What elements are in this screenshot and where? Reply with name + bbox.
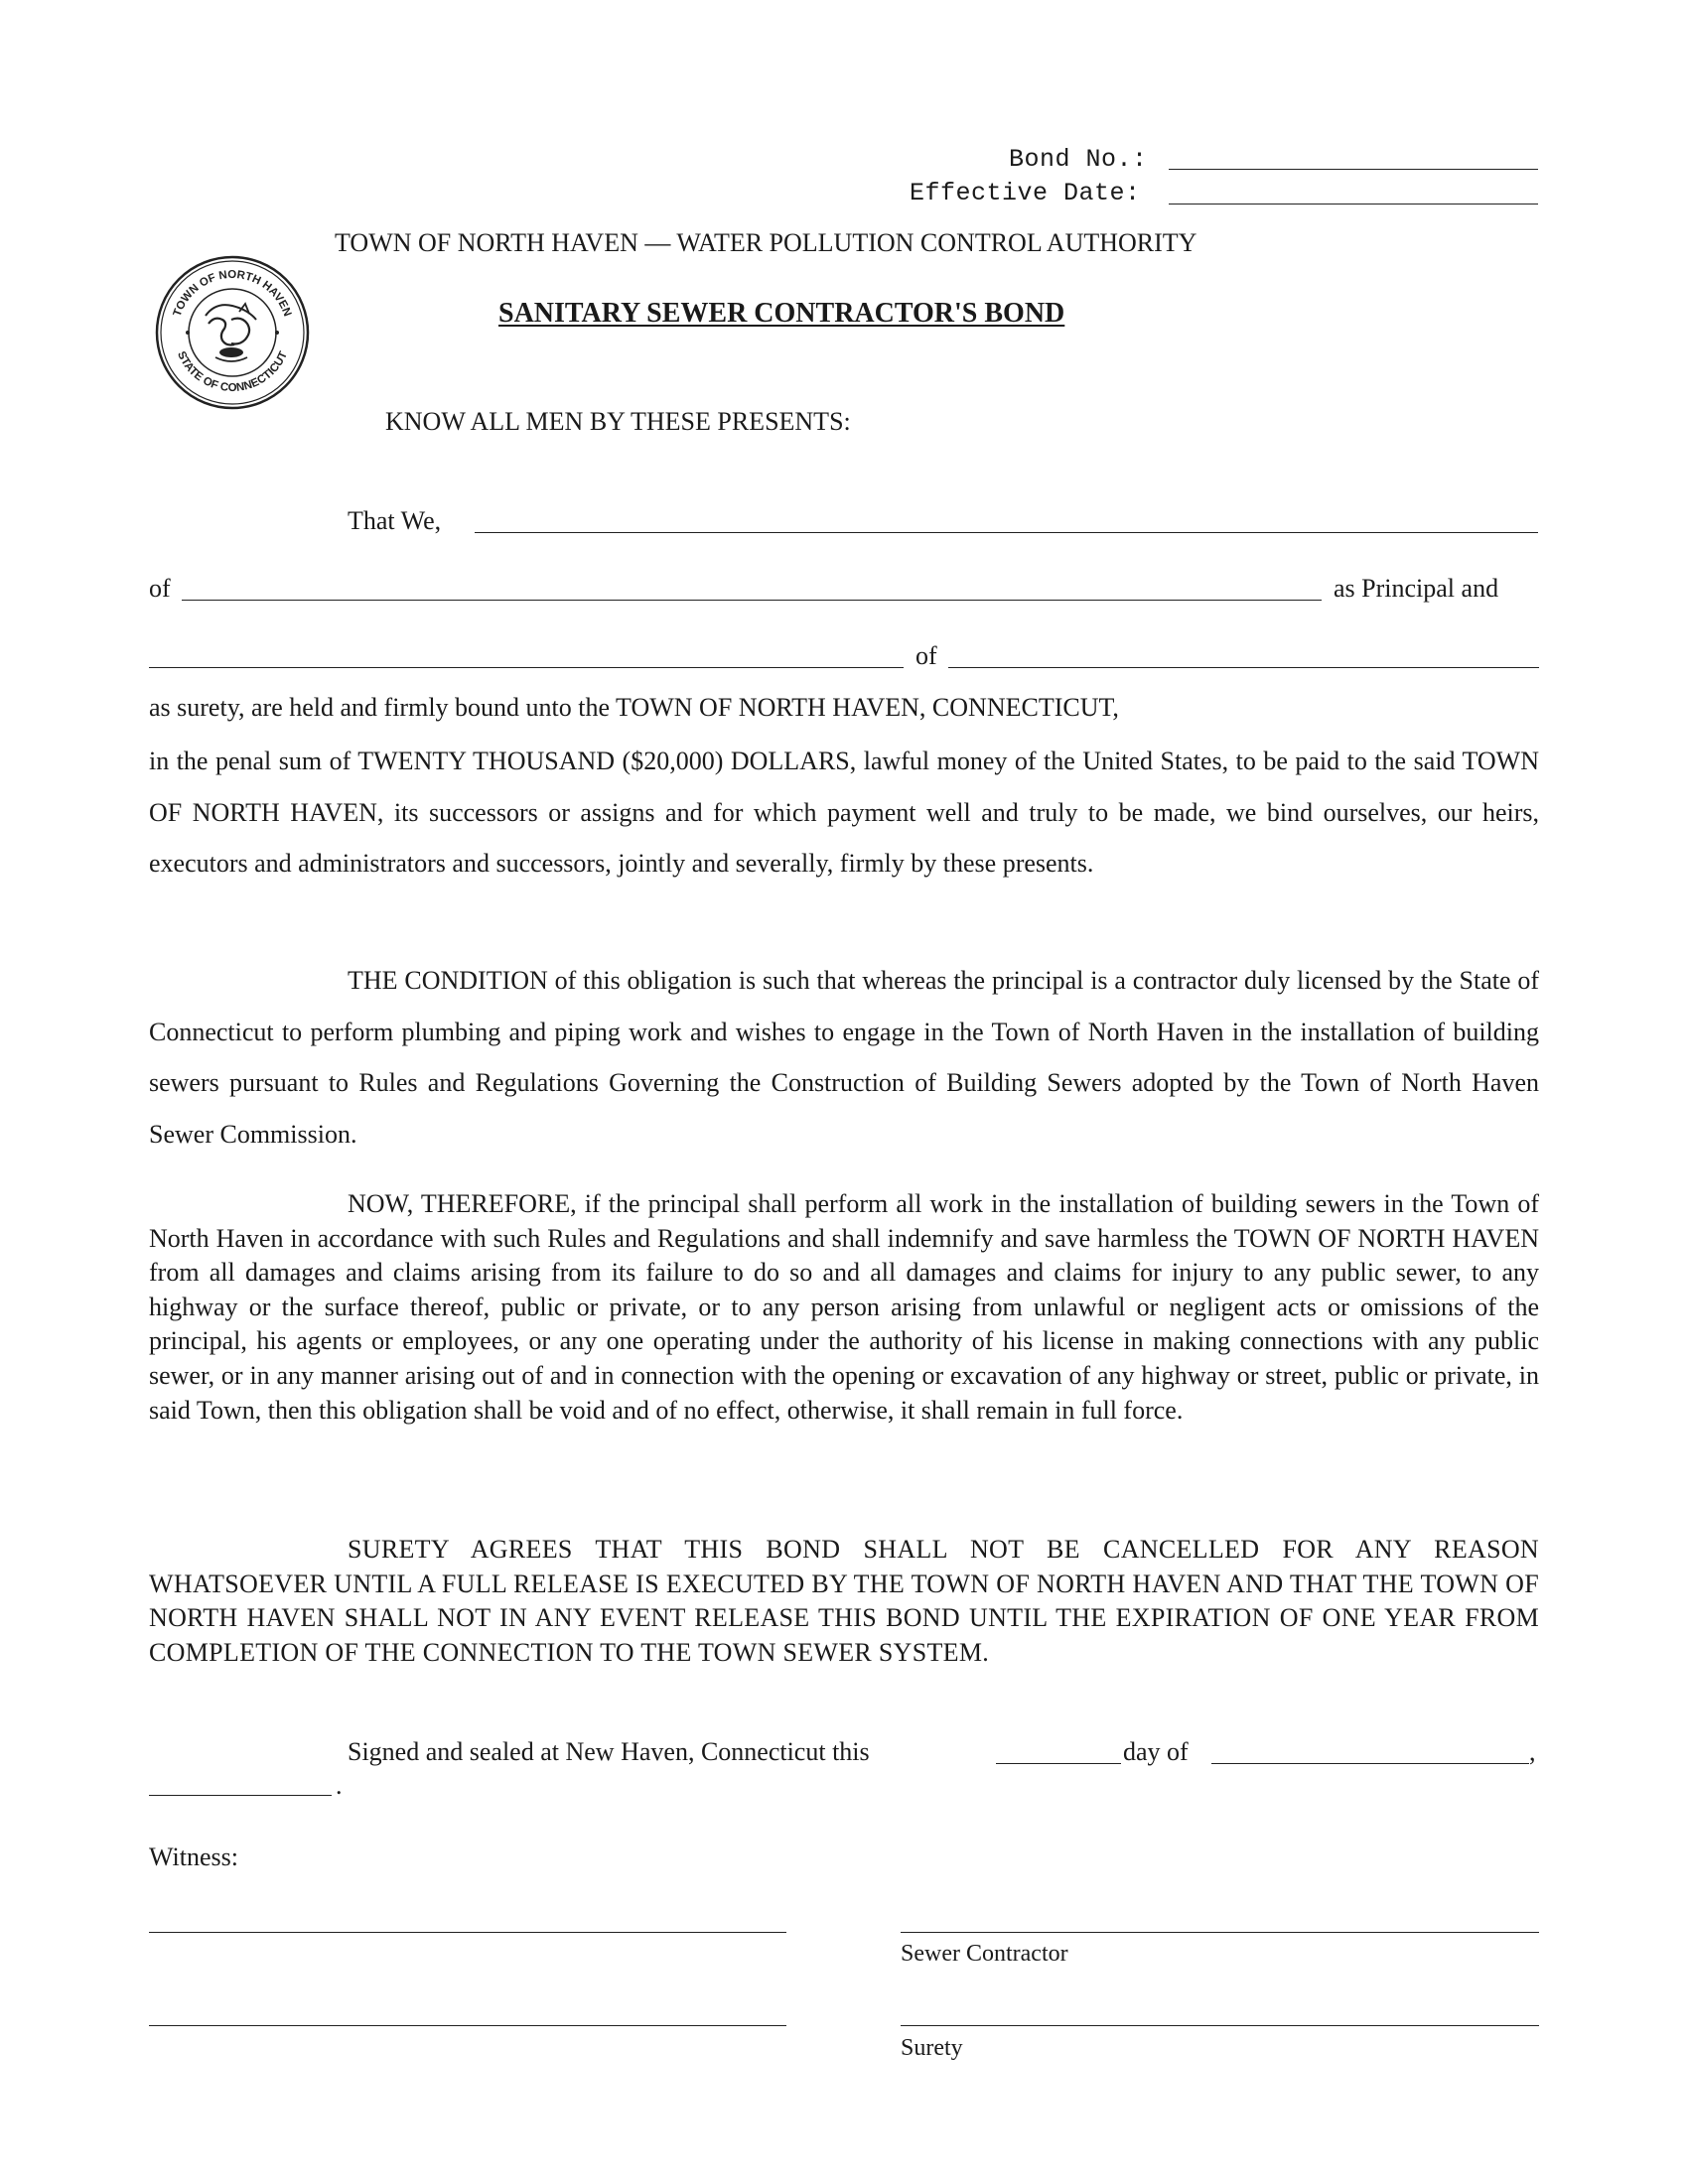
condition-paragraph — [149, 955, 1539, 1160]
therefore-text: NOW, THEREFORE, if the principal shall perform all work in the installation of building sewers in the Town of North Haven in accordance with such Rules and Regulations and shall indemnify and save harmless the TOWN OF NORTH HAVEN from all damages and claims arising from its failure to do so and all damages and claims for injury to any public sewer, to any highway or the surface thereof, public or private, or to any person arising from unlawful or negligent acts or omissions of the principal, his agents or employees, or any one operating under the authority of his license in making connections with any public sewer, or in any manner arising out of and in connection with the opening or excavation of any highway or street, public or private, in said Town, then this obligation shall be void and of no effect, otherwise, it shall remain in full force. — [149, 1189, 1539, 1425]
surety-of-label: of — [915, 641, 937, 670]
authority-heading: TOWN OF NORTH HAVEN — WATER POLLUTION CONTROL AUTHORITY — [335, 228, 1197, 257]
condition-text: THE CONDITION of this obligation is such that whereas the principal is a contractor duly licensed by the State of Connecticut to perform plumbing and piping work and wishes to engage in the Town of North Haven in the installation of building sewers pursuant to Rules and Regulations Governing the Construction of Building Sewers adopted by the Town of North Haven Sewer Commission. — [149, 966, 1539, 1149]
bond-no-label: Bond No.: — [1009, 145, 1148, 174]
intro-heading: KNOW ALL MEN BY THESE PRESENTS: — [385, 407, 851, 436]
surety-label: Surety — [901, 2035, 963, 2061]
signed-sealed-text: Signed and sealed at New Haven, Connecticut this — [348, 1737, 870, 1766]
witness-signature-line-1[interactable] — [149, 1932, 786, 1933]
sewer-contractor-label: Sewer Contractor — [901, 1941, 1068, 1967]
signing-comma: , — [1529, 1737, 1536, 1766]
principal-address-field[interactable] — [182, 600, 1322, 601]
principal-name-field[interactable] — [475, 532, 1538, 533]
svg-text:TOWN OF NORTH HAVEN — [172, 269, 294, 318]
principal-of-label: of — [149, 574, 171, 603]
signing-month-field[interactable] — [1211, 1763, 1529, 1764]
sewer-contractor-signature-line[interactable] — [901, 1932, 1539, 1933]
town-seal-icon — [154, 254, 311, 411]
as-principal-label: as Principal and — [1334, 574, 1499, 603]
effective-date-label: Effective Date: — [910, 179, 1141, 207]
signing-period: . — [336, 1771, 343, 1800]
surety-signature-line[interactable] — [901, 2025, 1539, 2026]
surety-name-field[interactable] — [149, 667, 904, 668]
surety-bound-text: as surety, are held and firmly bound unto the TOWN OF NORTH HAVEN, CONNECTICUT, — [149, 693, 1119, 722]
signing-day-field[interactable] — [996, 1763, 1121, 1764]
witness-signature-line-2[interactable] — [149, 2025, 786, 2026]
that-we-label: That We, — [348, 506, 442, 535]
day-of-label: day of — [1123, 1737, 1189, 1766]
seal-top-text: TOWN OF NORTH HAVEN — [171, 269, 294, 319]
surety-address-field[interactable] — [948, 667, 1539, 668]
signing-year-field[interactable] — [149, 1795, 332, 1796]
document-title: SANITARY SEWER CONTRACTOR'S BOND — [498, 298, 1065, 329]
bond-no-field[interactable] — [1169, 169, 1538, 170]
effective-date-field[interactable] — [1169, 204, 1538, 205]
surety-agrees-text: SURETY AGREES THAT THIS BOND SHALL NOT BE CANCELLED FOR ANY REASON WHATSOEVER UNTIL A FULL RELEASE IS EXECUTED BY THE TOWN OF NORTH HAVEN AND THAT THE TOWN OF NORTH HAVEN SHALL NOT IN ANY EVENT RELEASE THIS BOND UNTIL THE EXPIRATION OF ONE YEAR FROM COMPLETION OF THE CONNECTION TO THE TOWN SEWER SYSTEM. — [149, 1535, 1539, 1667]
therefore-paragraph — [149, 1187, 1539, 1428]
penal-sum-paragraph: in the penal sum of TWENTY THOUSAND ($20,000) DOLLARS, lawful money of the United States, to be paid to the said TOWN OF NORTH HAVEN, its successors or assigns and for which payment well and truly to be made, we bind ourselves, our heirs, executors and administrators and successors, jointly and severally, firmly by these presents. — [149, 747, 1539, 879]
seal-bottom-text: STATE OF CONNECTICUT — [175, 349, 290, 395]
surety-agrees-paragraph — [149, 1533, 1539, 1670]
witness-label: Witness: — [149, 1843, 238, 1871]
